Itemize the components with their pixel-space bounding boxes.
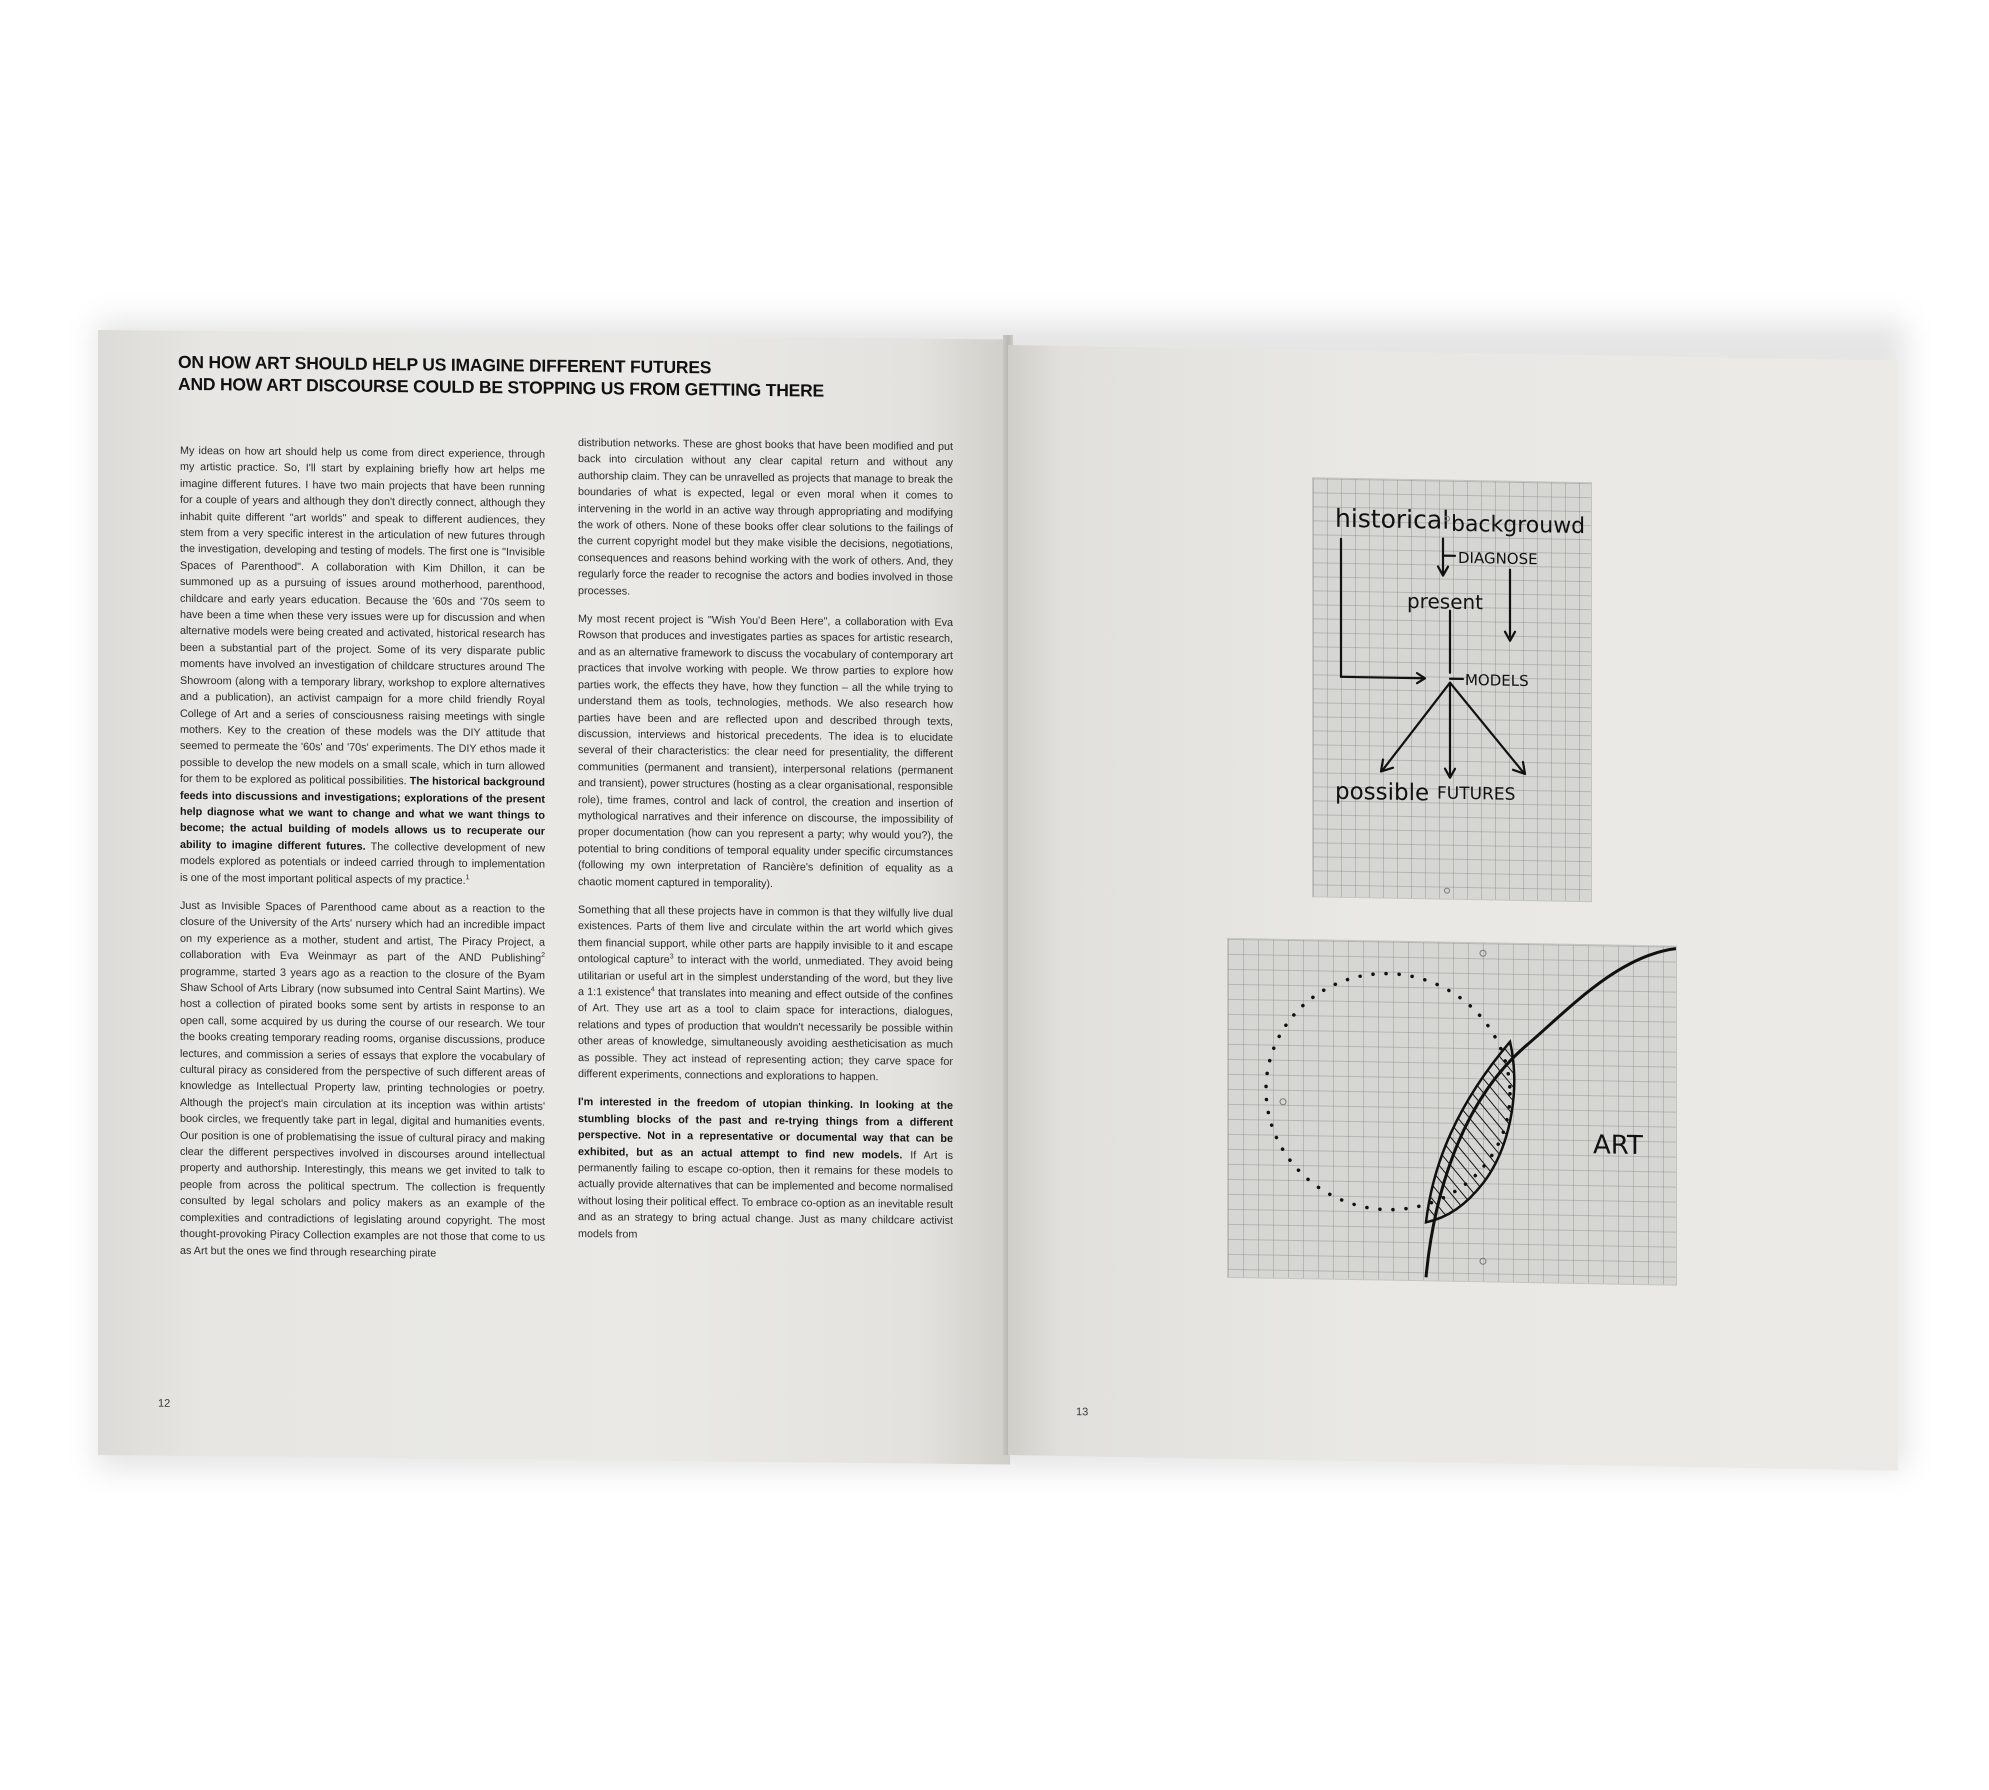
left-page [98, 330, 1010, 1465]
paragraph-1-text: My ideas on how art should help us come from direct experience, through my artistic practice. So, I'll start by explaining briefly how art helps me imagine different futures. I have two main projects that have been running for a couple of years and although they don't directly connect, although they inhabit quite different "art worlds" and speak to different audiences, they stem from a very specific interest in the articulation of new futures through the investigation, developing and testing of models. The first one is "Invisible Spaces of Parenthood". A collaboration with Kim Dhillon, it can be summoned up as a pursuing of issues around motherhood, parenthood, childcare and early years education. Because the '60s and '70s seem to have been a time when these very issues were up for discussion and when alternative models were being created and activated, historical research has been a substantial part of the project. Some of its very disparate public moments have involved an investigation of childcare structures around The Showroom (along with a temporary library, workshop to explore alternatives and a publication), an activist campaign for a more child friendly Royal College of Art and a series of consciousness raising meetings with single mothers. Key to the creation of these models was the DIY attitude that seemed to permeate the '60s' and '70s' experiments. The DIY ethos made it possible to develop the new models on a small scale, which in turn allowed for them to be explored as political possibilities. [180, 444, 545, 788]
right-column [578, 435, 953, 1258]
paragraph-5-end: that translates into meaning and effect outside of the confines of Art. They use art as a tool to claim space for interactions, dialogues, relations and types of production that wouldn't necessarily be possible within other areas of knowledge, simultaneously avoiding aestheticisation as much as possible. They act instead of representing action; they carve space for different experiments, connections and explorations to happen. [578, 986, 953, 1084]
left-column [180, 443, 545, 1275]
page-number-right: 13 [1076, 1406, 1089, 1419]
right-page [1008, 345, 1898, 1471]
flow-diagram-drawing [1313, 478, 1591, 901]
page-number-left: 12 [158, 1397, 171, 1410]
heading-line-2: AND HOW ART DISCOURSE COULD BE STOPPING US FROM GETTING THERE [178, 373, 825, 401]
paragraph-2 [180, 898, 545, 1263]
label-present: present [1407, 588, 1484, 615]
label-possible: possible [1335, 778, 1430, 807]
paragraph-6-rest: If Art is permanently failing to escape co-option, then it remains for these models to actually provide alternatives that can be implemented and become normalised without losing their political effect. To embrace co-option as an inevitable result and as an strategy to bring actual change. Just as many childcare activist models from [578, 1149, 953, 1241]
label-historical: historical [1335, 503, 1450, 535]
paragraph-5-middle: to interact with the world, unmediated. They avoid being utilitarian or useful art in the simplest understanding of the word, but they live a 1:1 existence [578, 954, 954, 999]
footnote-ref-2: 2 [541, 952, 545, 960]
paragraph-2-text: Just as Invisible Spaces of Parenthood came about as a reaction to the closure of the University of the Arts' nursery which had an incredible impact on my experience as a mother, student and artist, The Piracy Project, a collaboration with Eva Weinmayr as part of the AND Publishing [180, 899, 545, 965]
label-futures: FUTURES [1437, 783, 1516, 805]
heading-line-1: ON HOW ART SHOULD HELP US IMAGINE DIFFERENT FUTURES [178, 351, 712, 378]
art-circle-drawing [1228, 939, 1676, 1285]
label-background: backgrouwd [1451, 511, 1586, 540]
footnote-ref-4: 4 [650, 986, 655, 994]
paragraph-2-rest: programme, started 3 years ago as a reaction to the closure of the Byam Shaw School of Arts Library (now subsumed into Central Saint Martins). We host a collection of pirated books some sent by artists in response to an open call, some acquired by us during the course of our research. We tour the books creating temporary reading rooms, organise discussions, produce lectures, and commission a series of essays that explore the vocabulary of cultural piracy as considered from the perspective of such different areas of knowledge as Intellectual Property law, printing technologies or poetry. Although the project's main circulation at its inception was within artists' book circles, we frequently take part in legal, digital and humanities events. Our position is one of problematising the issue of cultural piracy and making clear the different perspectives involved in discourses around intellectual property and authorship. Interestingly, this means we get invited to talk to people from across the political spectrum. The collection is frequently consulted by legal scholars and policy makers as an example of the complexities and contradictions of legislating around copyright. The most thought-provoking Piracy Collection examples are not those that come to us as Art but the ones we find through researching pirate [180, 965, 545, 1260]
paragraph-4: My most recent project is "Wish You'd Been Here", a collaboration with Eva Rowson that produces and investigates parties as spaces for artistic research, and as an alternative framework to discuss the vocabulary of contemporary art practices that involve working with people. We throw parties to explore how parties work, the effects they have, how they function – all the while trying to understand them as tools, technologies, methods. We also research how parties have been and are reflected upon and described through texts, discussion, interviews and historical precedents. The idea is to elucidate several of their characteristics: the clear need for presentiality, the different communities (permanent and transient), interpersonal relations (permanent and transient), power structures (hosting as a clear organisational, responsible role), time frames, control and lack of control, the creation and insertion of mythological narratives and their inference on discourse, the impossibility of proper documentation (how can you represent a party; why would you?), the potential to bring conditions of temporal equality under specific circumstances (following my own interpretation of Rancière's definition of equality as a chaotic moment captured in temporality). [578, 613, 953, 890]
paragraph-5-text: Something that all these projects have in common is that they wilfully live dual existences. Parts of them live and circulate within the art world which gives them financial support, while other parts are happily invisible to it and escape ontological capture [578, 903, 953, 967]
art-circle-sketch [1228, 939, 1676, 1285]
label-art: ART [1593, 1130, 1643, 1162]
paragraph-3: distribution networks. These are ghost books that have been modified and put back into circulation without any clear capital return and without any authorship claim. They can be unravelled as projects that manage to break the boundaries of what is expected, legal or even moral when it comes to intervening in the world in an active way through appropriating and modifying the work of others. None of these books offer clear solutions to the failings of the current copyright model but they make visible the decisions, negotiations, consequences and reasons behind working with the work of others. And, they regularly force the reader to recognise the actors and bodies involved in those processes. [578, 437, 953, 598]
label-diagnose: DIAGNOSE [1458, 548, 1538, 569]
paragraph-6 [578, 1094, 953, 1246]
article-heading [178, 351, 938, 403]
flow-diagram-sketch [1313, 478, 1591, 901]
paragraph-1-bold: The historical background feeds into discussions and investigations; explorations of the present help diagnose what we want to change and what we want things to become; the actual building of models allows us to recuperate our ability to imagine different futures. [180, 775, 546, 853]
footnote-ref-1: 1 [465, 873, 470, 881]
paragraph-1-end: The collective development of new models explored as potentials or indeed carried through to implementation is one of the most important political aspects of my practice. [180, 840, 545, 887]
label-models: MODELS [1465, 670, 1529, 691]
paragraph-6-bold: I'm interested in the freedom of utopian thinking. In looking at the stumbling blocks of the past and re-trying things from a different perspective. Not in a representative or documental way that can be exhibited, but as an actual attempt to find new models. [578, 1096, 953, 1162]
paragraph-1 [180, 443, 545, 890]
footnote-ref-3: 3 [669, 953, 674, 961]
paragraph-5 [578, 902, 953, 1086]
